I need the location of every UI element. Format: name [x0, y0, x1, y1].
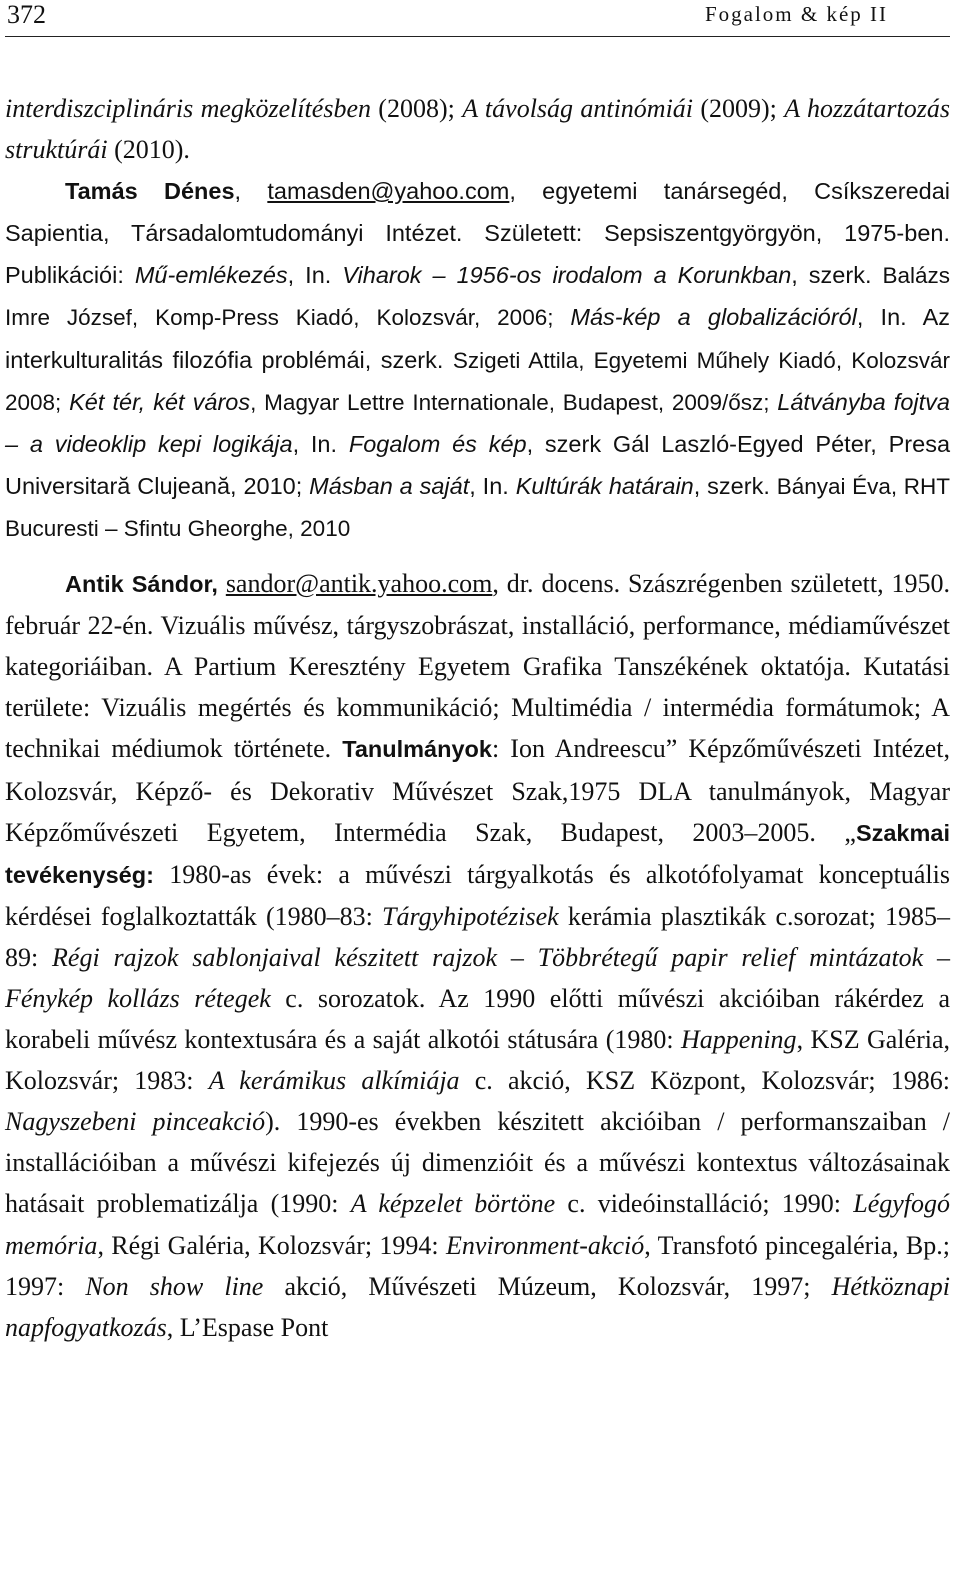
title-italic: Mű-emlékezés	[134, 262, 288, 289]
text-run: kerámia plasztikák c.sorozat; 1985–89:	[5, 901, 950, 972]
text-run: c. akció, KSZ Központ, Kolozsvár; 1986:	[459, 1066, 950, 1096]
text-run: , In.	[287, 262, 343, 289]
bio-entry-tamas-denes	[5, 170, 950, 549]
title-italic: Happening	[681, 1025, 797, 1055]
text-run: , szerk.	[791, 262, 883, 289]
text-run: (2010).	[107, 135, 190, 165]
author-name: Tamás Dénes	[65, 178, 235, 205]
title-italic: Nagyszebeni pinceakció	[5, 1107, 266, 1137]
text-run	[218, 569, 226, 598]
page-number: 372	[7, 0, 46, 29]
title-italic: A hozzátartozás struktúrái	[5, 94, 951, 165]
text-run: ,	[234, 178, 268, 205]
text-body	[5, 88, 950, 1348]
text-run: , KSZ Galéria, Kolozsvár; 1983:	[5, 1025, 950, 1096]
text-run: , szerk Gál Laszló-Egyed Péter, Presa Universitară Clujeană, 2010;	[5, 430, 951, 499]
text-run: c. sorozatok. Az 1990 előtti művészi akcióiban rákérdez a korabeli művész kontextusára és a saját alkotói státusára (1980:	[5, 983, 950, 1055]
title-italic: Non show line	[85, 1271, 264, 1301]
title-italic: Két tér, két város	[69, 388, 251, 415]
title-italic: Légyfogó memória	[5, 1189, 951, 1260]
title-italic: Másban a saját	[309, 472, 470, 499]
page-header	[5, 0, 950, 37]
text-run: ). 1990-es években készitett akcióiban / performanszaiban / installációiban a művészi kifejezés új dimenzióit és a művészi kontextus változásainak hatásait problematizálja (1990:	[5, 1107, 950, 1219]
text-run: , szerk.	[693, 472, 777, 499]
text-run: Balázs Imre József, Komp-Press Kiadó, Kolozsvár, 2006;	[5, 263, 951, 331]
text-run: , In.	[292, 430, 349, 457]
text-run: c. videóinstalláció; 1990:	[555, 1189, 854, 1219]
title-italic: Fogalom és kép	[348, 430, 527, 457]
text-run: , In.	[469, 472, 516, 499]
text-run: Az interkulturalitás filozófia problémái, szerk.	[5, 304, 950, 373]
text-run: , Régi Galéria, Kolozsvár; 1994:	[97, 1230, 446, 1260]
email-link[interactable]: tamasden@yahoo.com	[267, 178, 510, 205]
text-run: 1980-as évek: a művészi tárgyalkotás és alkotófolyamat konceptuális kérdései foglalkoztatták (1980–83:	[5, 859, 950, 931]
title-italic: A kerámikus alkímiája	[208, 1066, 460, 1096]
title-italic: Látványba fojtva – a videoklip kepi logikája	[5, 388, 950, 457]
text-run: , Transfotó pincegaléria, Bp.; 1997:	[5, 1230, 950, 1301]
title-italic: Régi rajzok sablonjaival készitett rajzok – Többrétegű papir relief mintázatok – Fénykép kollázs rétegek	[5, 942, 950, 1013]
bold-label: Tanulmányok	[342, 736, 492, 763]
running-title: Fogalom & kép II	[704, 2, 888, 26]
title-italic: Viharok – 1956-os irodalom a Korunkban	[342, 262, 792, 289]
author-name: Antik Sándor,	[65, 571, 218, 598]
text-run: Szigeti Attila, Egyetemi Műhely Kiadó, Kolozsvár 2008;	[5, 347, 951, 415]
title-italic: A távolság antinómiái	[462, 94, 694, 123]
text-run: : Ion Andreescu” Képzőművészeti Intézet, Kolozsvár, Képző- és Dekorativ Művészet Szak,1975 DLA tanulmányok, Magyar Képzőművészeti Egyetem, Intermédia Szak, Budapest, 2003–2005. „	[5, 734, 950, 847]
title-italic: interdiszciplináris megközelítésben	[5, 94, 371, 123]
paragraph-continuation	[5, 88, 950, 170]
title-italic: A képzelet börtöne	[350, 1189, 556, 1219]
text-run: A Partium Keresztény Egyetem Grafika Tanszékének oktatója. Kutatási területe: Vizuális megértés és kommunikáció; Multimédia / intermédia formátumok; A technikai médiumok története.	[5, 652, 950, 764]
title-italic: Kultúrák határain	[515, 472, 694, 499]
text-run: , dr. docens. Szászrégenben született, 1950. február 22-én. Vizuális művész, tárgyszobrászat, installáció, performance, médiaművészet kategoriáiban.	[5, 569, 951, 682]
title-italic: Environment-akció	[445, 1230, 645, 1260]
text-run: , egyetemi tanársegéd, Csíkszeredai Sapientia, Társadalomtudományi Intézet. Született: Sepsiszentgyörgyön, 1975-ben. Publikációi:	[5, 178, 951, 289]
text-run: (2009);	[693, 94, 785, 123]
text-run: , Magyar Lettre Internationale, Budapest, 2009/ősz;	[250, 389, 778, 415]
text-run: akció, Művészeti Múzeum, Kolozsvár, 1997;	[263, 1271, 832, 1301]
bio-entry-antik-sandor	[5, 563, 950, 1348]
title-italic: Tárgyhipotézisek	[382, 901, 559, 931]
text-run: , In.	[856, 304, 923, 331]
text-run: (2008);	[370, 94, 463, 123]
text-run: Bányai Éva, RHT Bucuresti – Sfintu Gheorghe, 2010	[5, 473, 951, 541]
text-run: , L’Espase Pont	[166, 1312, 329, 1342]
title-italic: Más-kép a globalizációról	[570, 304, 857, 331]
bold-label: Szakmai tevékenység:	[5, 819, 950, 888]
email-link[interactable]: sandor@antik.yahoo.com	[225, 569, 493, 599]
title-italic: Hétköznapi napfogyatkozás	[5, 1271, 950, 1342]
